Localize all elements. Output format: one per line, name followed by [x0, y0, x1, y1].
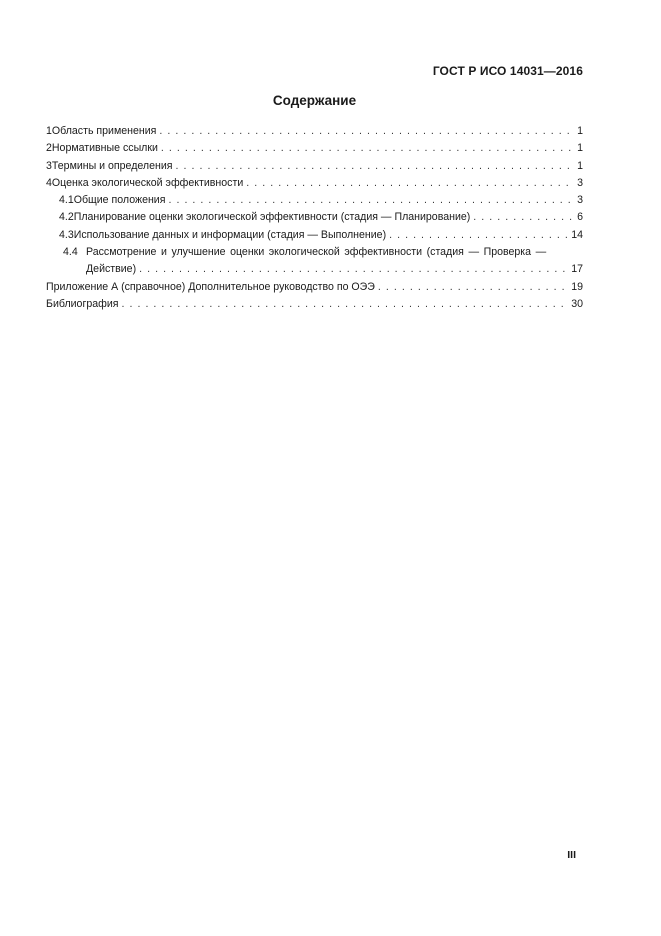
standard-number: ГОСТ Р ИСО 14031—2016: [432, 64, 583, 78]
toc-entry-3[interactable]: [46, 158, 583, 175]
toc-entry-page: 17: [571, 263, 583, 276]
toc-entry-number: 4.3: [59, 228, 74, 241]
toc-entry-number: 3: [46, 159, 52, 172]
toc-entry-page: 1: [577, 159, 583, 172]
toc-entry-page: 19: [571, 280, 583, 293]
toc-entry-number: 4.1: [59, 194, 74, 207]
toc-entry-4-2[interactable]: [46, 209, 583, 226]
toc-entry-title: Планирование оценки экологической эффективности (стадия — Планирование): [73, 211, 471, 224]
toc-entry-1[interactable]: [46, 123, 583, 140]
toc-entry-appendix-a[interactable]: [46, 279, 583, 296]
toc-entry-2[interactable]: [46, 140, 583, 157]
toc-entry-number: 1: [46, 125, 52, 137]
dot-leader: [378, 279, 568, 296]
toc-entry-title: Использование данных и информации (стадия — Выполнение): [73, 228, 387, 241]
toc-entry-page: 3: [577, 194, 583, 207]
toc-title: Содержание: [272, 93, 357, 108]
toc-entry-page: 1: [577, 142, 583, 155]
dot-leader: [389, 227, 568, 244]
toc-entry-number: 4.4: [63, 246, 78, 259]
toc-entry-page: 6: [577, 211, 583, 224]
page-number: III: [567, 849, 576, 861]
toc-entry-number: 2: [46, 142, 52, 155]
dot-leader: [473, 209, 572, 226]
toc-entry-4[interactable]: [46, 175, 583, 192]
toc-entry-page: 30: [571, 297, 583, 310]
toc-entry-number: 4: [46, 176, 52, 189]
toc-entry-page: 14: [571, 228, 583, 241]
toc-entry-title: Приложение А (справочное) Дополнительное руководство по ОЭЭ: [46, 280, 375, 293]
toc-entry-title-line2: Действие): [86, 263, 137, 276]
toc-entry-title: Оценка экологической эффективности: [51, 176, 244, 189]
dot-leader: [246, 175, 572, 192]
toc-entry-title: Область применения: [51, 125, 157, 137]
toc-entry-title: Общие положения: [73, 194, 166, 207]
toc-entry-page: 1: [577, 125, 583, 137]
dot-leader: [139, 261, 568, 278]
toc-entry-4-1[interactable]: [46, 192, 583, 209]
dot-leader: [161, 140, 572, 157]
toc-entry-title: Библиография: [46, 297, 119, 310]
dot-leader: [159, 123, 572, 140]
toc-entry-title: Нормативные ссылки: [51, 142, 158, 155]
toc-entry-bibliography[interactable]: [46, 296, 583, 313]
toc-entry-4-4[interactable]: [46, 244, 583, 279]
toc-entry-title: Термины и определения: [51, 159, 173, 172]
toc-entry-title-line1: Рассмотрение и улучшение оценки экологической эффективности (стадия — Проверка —: [86, 246, 547, 259]
toc-entry-page: 3: [577, 176, 583, 189]
toc-entry-number: 4.2: [59, 211, 74, 224]
dot-leader: [176, 158, 572, 175]
dot-leader: [168, 192, 572, 209]
table-of-contents: [46, 123, 583, 313]
toc-entry-4-3[interactable]: [46, 227, 583, 244]
dot-leader: [121, 296, 568, 313]
